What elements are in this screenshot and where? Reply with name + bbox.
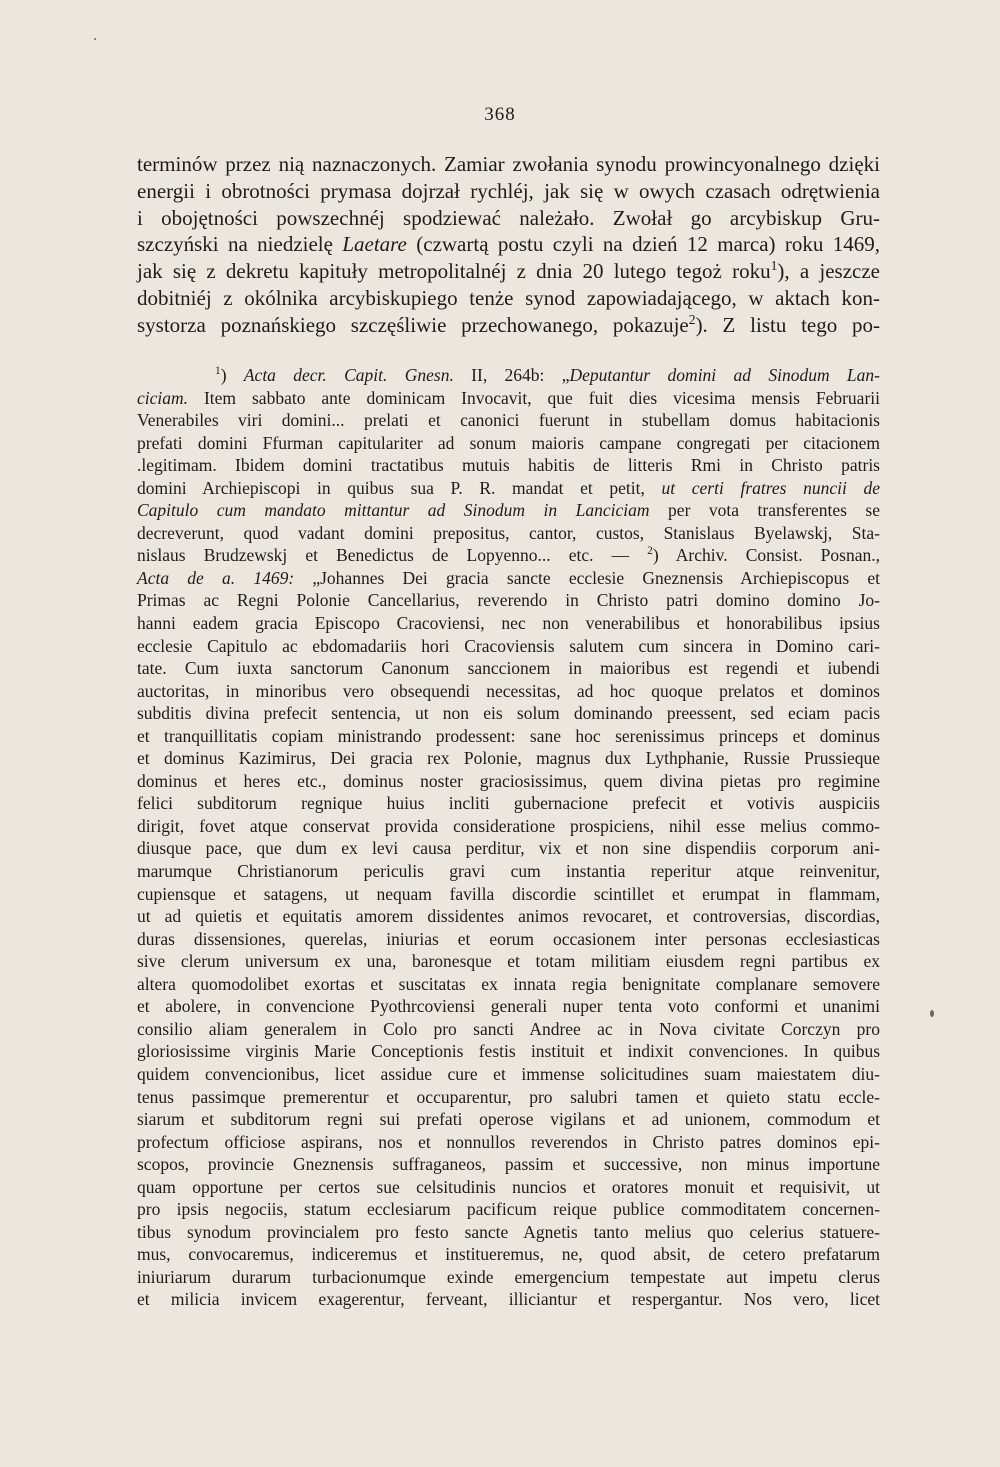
footnote-marker-1: 1 xyxy=(215,365,221,378)
footnote-line: Acta de a. 1469: „Johannes Dei gracia sancte ecclesie Gneznensis Archiepiscopus et xyxy=(137,567,880,588)
footnote-line: $^1$) Acta decr. Capit. Gnesn. II, 264b: „Deputantur domini ad Sinodum Lan- xyxy=(215,365,880,385)
footnote-line: Venerabiles viri domini... prelati et canonici fuerunt in stubellam domus habitacionis xyxy=(137,410,880,431)
footnote-line: altera quomodolibet exortas et suscitatas ex innata regia benignitate complanare semovere xyxy=(137,973,880,994)
citation-acta-de-a: Acta de a. 1469: xyxy=(137,567,295,588)
footnote-line: Primas ac Regni Polonie Cancellarius, reverendo in Christo patri domino domino Jo- xyxy=(137,590,880,611)
footnote-line: auctoritas, in minoribus vero obsequendi necessitas, ad hoc quoque prelatos et dominos xyxy=(137,680,880,701)
footnote-line: pro ipsis negociis, statum ecclesiarum pacificum reique publice commoditatem concernen- xyxy=(137,1199,880,1220)
footnote-line: .legitimam. Ibidem domini tractatibus mutuis habitis de litteris Rmi in Christo patris xyxy=(137,455,880,476)
footnote-line: marumque Christianorum periculis gravi cum instantia reperitur atque reinvenitur, xyxy=(137,861,880,882)
footnote-line: tate. Cum iuxta sanctorum Canonum sanccionem in maioribus est regendi et iubendi xyxy=(137,658,880,679)
main-line: szczyński na niedzielę Laetare (czwartą postu czyli na dzień 12 marca) roku 1469, xyxy=(137,232,881,257)
footnote-line: profectum officiose aspirans, nos et nonnullos reverendos in Christo patres dominos epi- xyxy=(137,1131,880,1152)
footnote-line: consilio aliam generalem in Colo pro sancti Andree ac in Nova civitate Corczyn pro xyxy=(137,1018,880,1039)
footnote-line: gloriosissime virginis Marie Conceptionis festis instituit et indixit convenciones. In quibus xyxy=(137,1041,880,1062)
footnote-line: et dominus Kazimirus, Dei gracia rex Polonie, magnus dux Lythphanie, Russie Prussieque xyxy=(137,748,880,769)
footnote-line: diusque pace, que dum ex levi causa perditur, vix et non sine dispendiis corporum ani- xyxy=(137,838,880,859)
footnote-line: tenus passimque premerentur et occuparentur, pro salubri tamen et quieto statu eccle- xyxy=(137,1086,880,1107)
main-line: terminów przez nią naznaczonych. Zamiar zwołania synodu prowincyonalnego dzięki xyxy=(137,152,880,176)
main-line: systorza poznańskiego szczęśliwie przechowanego, pokazuje$^2$). Z listu tego po- xyxy=(137,311,880,337)
footnote-line: ut ad quietis et equitatis amorem dissidentes animos revocaret, et controversias, discordias, xyxy=(137,906,880,927)
footnote-line: iniuriarum durarum turbacionumque exinde emergencium tempestate aut impetu clerus xyxy=(137,1266,880,1287)
footnote-marker-2: 2 xyxy=(647,545,653,558)
footnote-line: siarum et subditorum regni sui prefati operose vigilans et ad unionem, commodum et xyxy=(137,1109,880,1130)
footnote-line: sive clerum universum ex una, baronesque et totam militiam eiusdem regni partibus ex xyxy=(137,951,880,972)
footnote-line: dirigit, fovet atque conservat provida consideratione prospiciens, nihil esse melius commo- xyxy=(137,815,880,836)
footnote-line: Capitulo cum mandato mittantur ad Sinodum in Lanciciam per vota transferentes se xyxy=(137,500,880,521)
footnote-line: tibus synodum provincialem pro festo sancte Agnetis tanto melius quo celerius statuere- xyxy=(137,1221,880,1242)
paper-speck xyxy=(94,38,96,40)
page-number: 368 xyxy=(484,104,516,125)
footnote-line: subditis divina prefecit sentencia, ut non eis solum dominando preessent, sed eciam pacis xyxy=(137,703,880,724)
footnote-line: duras dissensiones, querelas, iniurias et eorum occasionem inter personas ecclesiasticas xyxy=(137,928,880,949)
footnote-line: felici subditorum regnique huius incliti gubernacione prefecit et votivis auspiciis xyxy=(137,793,880,814)
main-text xyxy=(137,151,880,339)
footnote-line: hanni eadem gracia Episcopo Cracoviensi, nec non venerabilibus et honorabilibus ipsius xyxy=(137,613,880,634)
footnote-ref-1: 1 xyxy=(770,258,778,274)
footnote-line: mus, convocaremus, indiceremus et institueremus, ne, quod absit, de cetero prefatarum xyxy=(137,1244,880,1265)
footnote-line: ecclesie Capitulo ac ebdomadariis hori Cracoviensis salutem cum sincera in Domino cari- xyxy=(137,635,880,656)
footnote-line: decreverunt, quod vadant domini prepositus, cantor, custos, Stanislaus Byelawskj, Sta- xyxy=(137,522,880,543)
footnote-line: ciciam. Item sabbato ante dominicam Invocavit, que fuit dies vicesima mensis Februarii xyxy=(137,387,880,408)
footnote-line: prefati domini Ffurman capitulariter ad sonum maioris campane congregati per citacionem xyxy=(137,432,880,453)
main-line: energii i obrotności prymasa dojrzał rychléj, jak się w owych czasach odrętwienia xyxy=(137,178,880,203)
footnote-line: nislaus Brudzewskj et Benedictus de Lopyenno... etc. — $^2$) Archiv. Consist. Posnan., xyxy=(137,545,880,566)
footnote-line: et abolere, in convencione Pyothrcoviensi generali nuper tenta voto conformi et unanimi xyxy=(137,996,880,1017)
citation-acta-decr: Acta decr. Capit. Gnesn. xyxy=(243,365,454,385)
paper-speck xyxy=(930,1010,934,1017)
main-line: dobitniéj z okólnika arcybiskupiego tenże synod zapowiadającego, w aktach kon- xyxy=(137,285,880,310)
footnote-line: cupiensque et satagens, ut nequam favilla discordie scintillet et erumpat in flammam, xyxy=(137,883,880,904)
main-line: i obojętności powszechnéj spodziewać należało. Zwołał go arcybiskup Gru- xyxy=(137,205,880,230)
footnote-line: quidem convencionibus, licet assidue cure et immense solicitudines suam maiestatem diu- xyxy=(137,1063,880,1084)
footnote-line: scopos, provincie Gneznensis suffraganeos, passim et successive, non minus importune xyxy=(137,1154,880,1175)
footnotes xyxy=(137,364,880,1311)
main-line: jak się z dekretu kapituły metropolitalnéj z dnia 20 lutego tegoż roku$^1$), a jeszcze xyxy=(137,258,880,284)
footnote-line: et milicia invicem exagerentur, ferveant, illiciantur et respergantur. Nos vero, licet xyxy=(137,1289,880,1310)
footnote-line: dominus et heres etc., dominus noster graciosissimus, quem divina pietas pro regimine xyxy=(137,770,880,791)
emphasis-laetare: Laetare xyxy=(342,232,407,257)
footnote-line: quam opportune per certos sue celsitudinis nuncios et oratores monuit et requisivit, ut xyxy=(137,1176,880,1197)
footnote-line: domini Archiepiscopi in quibus sua P. R. mandat et petit, ut certi fratres nuncii de xyxy=(137,477,881,498)
footnote-line: et tranquillitatis copiam ministrando prodessent: sane hoc serenissimus princeps et dominus xyxy=(137,725,880,746)
footnote-ref-2: 2 xyxy=(688,311,696,327)
